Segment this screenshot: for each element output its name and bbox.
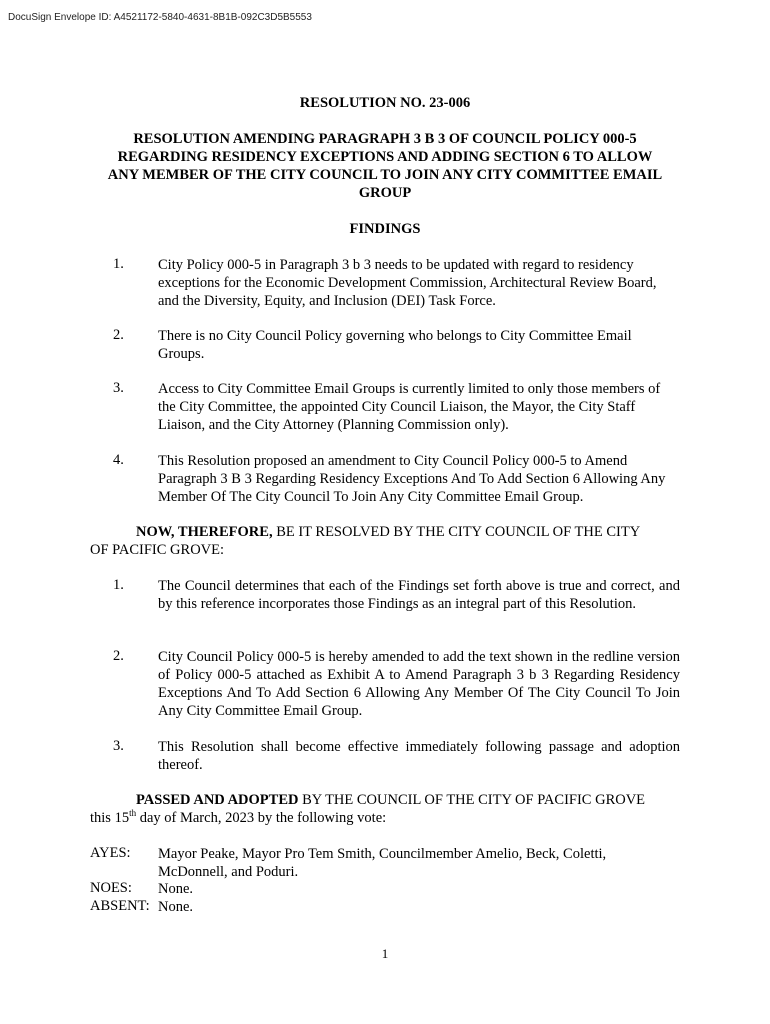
vote-label-noes: NOES: (90, 880, 132, 896)
title-line: ANY MEMBER OF THE CITY COUNCIL TO JOIN ANY CITY COMMITTEE EMAIL (107, 167, 663, 183)
findings-heading: FINDINGS (349, 221, 421, 237)
page-number: 1 (381, 946, 389, 961)
finding-text: Access to City Committee Email Groups is currently limited to only those members of the City Committee, the appointed City Council Liaison, the Mayor, the City Staff Liaison, and the City Attorney (Planning Commission only). (158, 381, 661, 433)
finding-number: 4. (113, 452, 124, 468)
vote-label-ayes: AYES: (90, 845, 131, 861)
passed-adopted-bold: PASSED AND ADOPTED (136, 792, 299, 808)
resolution-title (90, 130, 680, 202)
resolution-number: RESOLUTION NO. 23-006 (299, 95, 471, 111)
resolution-item-number: 3. (113, 738, 124, 754)
now-therefore-text: BE IT RESOLVED BY THE CITY COUNCIL OF THE CITY (272, 524, 641, 540)
vote-ayes: Mayor Peake, Mayor Pro Tem Smith, Councilmember Amelio, Beck, Coletti, McDonnell, and Poduri. (158, 846, 607, 880)
now-therefore-bold: NOW, THEREFORE, (136, 524, 273, 540)
vote-noes: None. (158, 881, 194, 897)
passed-adopted-clause (90, 791, 680, 809)
date-text-rest: day of March, 2023 by the following vote: (136, 810, 387, 826)
resolution-item-number: 2. (113, 648, 124, 664)
title-line: REGARDING RESIDENCY EXCEPTIONS AND ADDING SECTION 6 TO ALLOW (117, 149, 653, 165)
date-ordinal: th (129, 808, 137, 819)
docusign-envelope-id: DocuSign Envelope ID: A4521172-5840-4631-8B1B-092C3D5B5553 (8, 12, 312, 23)
resolution-item-text: The Council determines that each of the Findings set forth above is true and correct, and by this reference incorporates those Findings as an integral part of this Resolution. (158, 578, 680, 612)
resolution-item-text: City Council Policy 000-5 is hereby amended to add the text shown in the redline version of Policy 000-5 attached as Exhibit A to Amend Paragraph 3 b 3 Regarding Residency Exceptions And To Add Section 6 Allowing Any Member Of The City Council To Join Any City Committee Email Group. (158, 649, 680, 719)
now-therefore-line2: OF PACIFIC GROVE: (90, 542, 225, 558)
vote-label-absent: ABSENT: (90, 898, 150, 914)
now-therefore-clause (90, 523, 680, 541)
title-line: RESOLUTION AMENDING PARAGRAPH 3 B 3 OF COUNCIL POLICY 000-5 (133, 131, 637, 147)
finding-number: 1. (113, 256, 124, 272)
finding-number: 3. (113, 380, 124, 396)
passed-adopted-date (90, 809, 680, 827)
finding-number: 2. (113, 327, 124, 343)
date-text: this 15 (90, 810, 130, 826)
finding-text: This Resolution proposed an amendment to City Council Policy 000-5 to Amend Paragraph 3 B 3 Regarding Residency Exceptions And To Add Section 6 Allowing Any Member Of The City Council To Join Any City Committee Email Group. (158, 453, 666, 505)
finding-text: There is no City Council Policy governing who belongs to City Committee Email Groups. (158, 328, 632, 362)
resolution-item-text: This Resolution shall become effective immediately following passage and adoption thereof. (158, 739, 680, 773)
resolution-item-number: 1. (113, 577, 124, 593)
passed-adopted-text: BY THE COUNCIL OF THE CITY OF PACIFIC GROVE (298, 792, 646, 808)
vote-absent: None. (158, 899, 194, 915)
finding-text: City Policy 000-5 in Paragraph 3 b 3 needs to be updated with regard to residency exceptions for the Economic Development Commission, Architectural Review Board, and the Diversity, Equity, and Inclusion (DEI) Task Force. (158, 257, 657, 309)
title-line: GROUP (358, 185, 412, 201)
